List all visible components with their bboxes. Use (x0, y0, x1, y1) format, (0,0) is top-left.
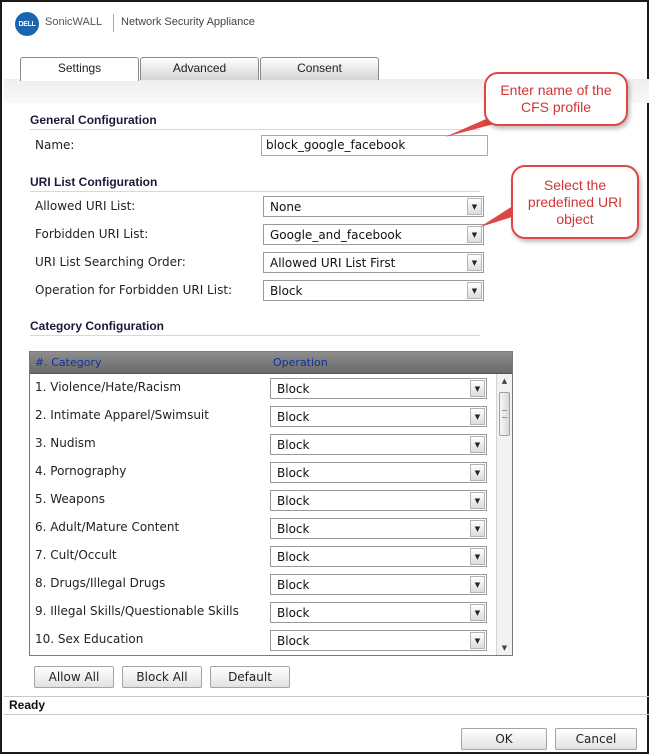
category-label: 9. Illegal Skills/Questionable Skills (35, 604, 239, 618)
category-label: 10. Sex Education (35, 632, 144, 646)
chevron-down-icon: ▼ (467, 254, 482, 271)
category-operation-value: Block (277, 606, 310, 620)
category-operation-value: Block (277, 382, 310, 396)
header-divider (113, 14, 114, 32)
category-label: 6. Adult/Mature Content (35, 520, 180, 534)
chevron-down-icon: ▼ (470, 520, 485, 537)
table-row (30, 430, 495, 458)
table-row (30, 598, 495, 626)
category-operation-select[interactable] (270, 378, 487, 399)
general-config-title: General Configuration (30, 113, 157, 127)
name-label: Name: (35, 138, 75, 152)
category-label: 4. Pornography (35, 464, 127, 478)
table-row (30, 542, 495, 570)
category-table-header (30, 352, 512, 374)
status-bar-top-rule (4, 696, 649, 697)
forbidden-uri-label: Forbidden URI List: (35, 227, 149, 241)
allowed-uri-value: None (270, 200, 302, 214)
chevron-down-icon: ▼ (467, 282, 482, 299)
category-operation-value: Block (277, 466, 310, 480)
profile-name-input[interactable]: block_google_facebook (261, 135, 488, 156)
tab-advanced[interactable]: Advanced (140, 57, 259, 80)
callout-name-hint: Enter name of the CFS profile (484, 72, 628, 126)
search-order-select[interactable] (263, 252, 484, 273)
table-row (30, 486, 495, 514)
category-table-body (30, 374, 512, 655)
category-table (29, 351, 513, 656)
brand-name: SonicWALL (45, 16, 103, 28)
forbidden-uri-value: Google_and_facebook (270, 228, 402, 242)
chevron-down-icon: ▼ (467, 226, 482, 243)
chevron-down-icon: ▼ (470, 576, 485, 593)
uri-config-title: URI List Configuration (30, 175, 158, 189)
category-label: 2. Intimate Apparel/Swimsuit (35, 408, 209, 422)
category-config-title: Category Configuration (30, 319, 164, 333)
category-operation-select[interactable] (270, 574, 487, 595)
category-operation-select[interactable] (270, 462, 487, 483)
chevron-down-icon: ▼ (470, 380, 485, 397)
chevron-down-icon: ▼ (470, 408, 485, 425)
chevron-down-icon: ▼ (470, 604, 485, 621)
scroll-up-icon[interactable]: ▲ (501, 377, 508, 385)
category-operation-value: Block (277, 410, 310, 424)
chevron-down-icon: ▼ (470, 548, 485, 565)
scroll-down-icon[interactable]: ▼ (501, 644, 508, 652)
forbidden-operation-select[interactable] (263, 280, 484, 301)
category-label: 3. Nudism (35, 436, 96, 450)
category-operation-value: Block (277, 578, 310, 592)
category-operation-select[interactable] (270, 434, 487, 455)
category-operation-select[interactable] (270, 406, 487, 427)
chevron-down-icon: ▼ (470, 436, 485, 453)
category-operation-select[interactable] (270, 518, 487, 539)
category-operation-select[interactable] (270, 630, 487, 651)
category-operation-value: Block (277, 634, 310, 648)
default-button[interactable]: Default (210, 666, 290, 688)
category-label: 7. Cult/Occult (35, 548, 117, 562)
category-operation-value: Block (277, 550, 310, 564)
category-label: 5. Weapons (35, 492, 105, 506)
callout-uri-hint: Select the predefined URI object (511, 165, 639, 239)
forbidden-operation-label: Operation for Forbidden URI List: (35, 283, 233, 297)
category-scrollbar[interactable] (496, 374, 512, 655)
category-operation-select[interactable] (270, 490, 487, 511)
category-label: 1. Violence/Hate/Racism (35, 380, 182, 394)
general-config-rule (30, 129, 480, 130)
ok-button[interactable]: OK (461, 728, 547, 750)
allowed-uri-label: Allowed URI List: (35, 199, 136, 213)
category-operation-value: Block (277, 438, 310, 452)
dell-logo: DELL (15, 12, 39, 36)
chevron-down-icon: ▼ (467, 198, 482, 215)
chevron-down-icon: ▼ (470, 464, 485, 481)
block-all-button[interactable]: Block All (122, 666, 202, 688)
search-order-value: Allowed URI List First (270, 256, 396, 270)
status-bar-bottom-rule (4, 714, 649, 715)
table-row (30, 458, 495, 486)
forbidden-operation-value: Block (270, 284, 303, 298)
category-operation-select[interactable] (270, 546, 487, 567)
table-row (30, 514, 495, 542)
allowed-uri-select[interactable] (263, 196, 484, 217)
category-operation-select[interactable] (270, 602, 487, 623)
app-title: Network Security Appliance (121, 16, 255, 28)
table-row (30, 402, 495, 430)
forbidden-uri-select[interactable] (263, 224, 484, 245)
status-text: Ready (9, 698, 46, 712)
tab-consent[interactable]: Consent (260, 57, 379, 80)
column-header-category[interactable]: #. Category (35, 356, 102, 369)
chevron-down-icon: ▼ (470, 632, 485, 649)
table-row (30, 374, 495, 402)
chevron-down-icon: ▼ (470, 492, 485, 509)
table-row (30, 626, 495, 654)
table-row (30, 570, 495, 598)
tab-settings[interactable]: Settings (20, 57, 139, 81)
cancel-button[interactable]: Cancel (555, 728, 637, 750)
category-operation-value: Block (277, 494, 310, 508)
category-label: 8. Drugs/Illegal Drugs (35, 576, 166, 590)
uri-config-rule (30, 191, 480, 192)
column-header-operation[interactable]: Operation (273, 356, 328, 369)
search-order-label: URI List Searching Order: (35, 255, 186, 269)
category-config-rule (30, 335, 480, 336)
scrollbar-thumb[interactable] (499, 392, 510, 436)
allow-all-button[interactable]: Allow All (34, 666, 114, 688)
category-operation-value: Block (277, 522, 310, 536)
